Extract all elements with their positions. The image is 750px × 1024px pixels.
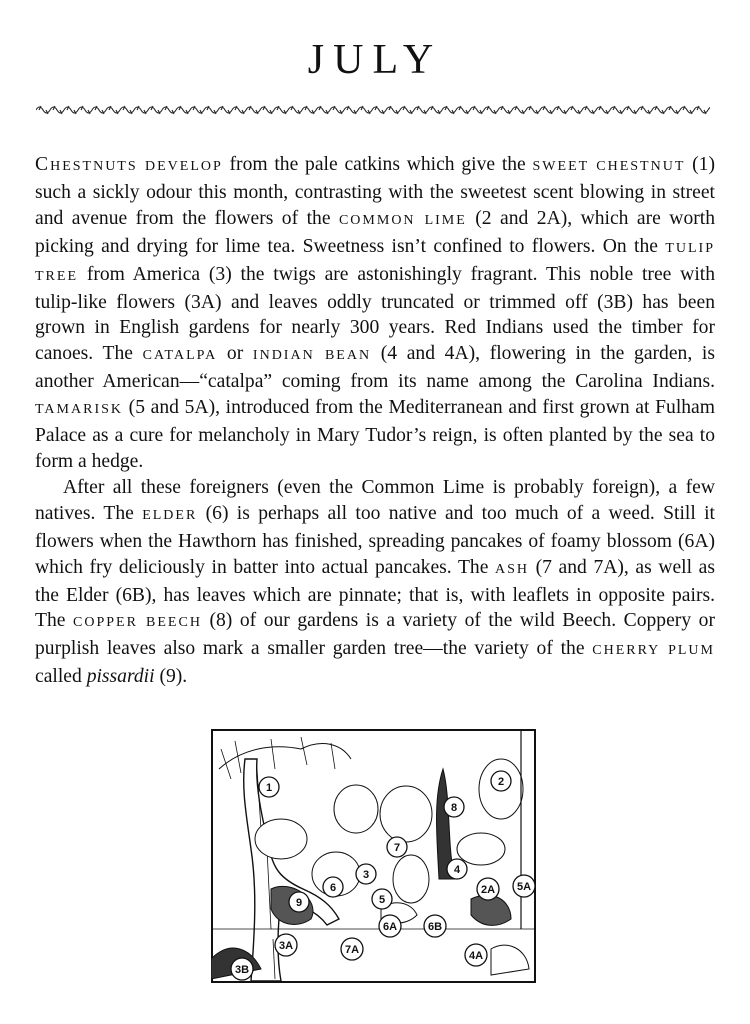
vine-segment — [386, 107, 400, 113]
callout-label: 3 — [362, 869, 370, 881]
vine-segment — [344, 107, 358, 113]
vine-segment — [162, 107, 176, 113]
vine-segment — [330, 107, 344, 113]
plant-name-catalpa: CATALPA — [142, 348, 218, 364]
callout-label: 2A — [480, 884, 496, 896]
vine-segment — [120, 107, 134, 113]
text-run: (2 and 2A), which are worth picking and drying for lime tea. Sweetness isn’t confined to flowers. On the — [35, 207, 716, 257]
vine-segment — [36, 107, 50, 113]
vine-segment — [260, 107, 274, 113]
vine-segment — [64, 107, 78, 113]
vine-segment — [414, 107, 428, 113]
text-run: from America (3) the twigs are astonishingly fragrant. This noble tree with tulip-like flowers (3A) and leaves oddly truncated or trimmed off (3B) has been grown in English gardens for nearly 300 years. Red Indians used the timber for canoes. The — [35, 263, 715, 365]
vine-segment — [708, 107, 710, 113]
vine-segment — [50, 107, 64, 113]
paragraph-2 — [35, 475, 715, 690]
text-run: called — [35, 666, 87, 688]
callout-label: 6B — [427, 921, 443, 933]
lead-initial: C — [35, 154, 51, 175]
vine-segment — [232, 107, 246, 113]
vine-segment — [694, 107, 708, 113]
plant-name-copper-beech: COPPER BEECH — [73, 615, 202, 631]
text-run: (8) of our gardens is a variety of the wild Beech. Coppery or purplish leaves also mark a smaller garden tree—the variety of the — [35, 610, 715, 660]
text-run: (1) such a sickly odour this month, contrasting with the sweetest scent blowing in street and avenue from the flowers of the — [35, 154, 715, 229]
callout-label: 5A — [516, 881, 532, 893]
plant-name-elder: ELDER — [142, 507, 198, 523]
plant-name-tamarisk: TAMARISK — [35, 402, 123, 418]
callout-label: 6 — [329, 882, 337, 894]
callout-label: 7A — [344, 944, 360, 956]
vine-segment — [498, 107, 512, 113]
callout-label: 2 — [497, 776, 505, 788]
text-run: or — [217, 343, 253, 365]
vine-segment — [526, 107, 540, 113]
vine-segment — [400, 107, 414, 113]
plant-name-common-lime: COMMON LIME — [338, 212, 467, 228]
text-run: from the pale catkins which give the — [222, 154, 533, 175]
vine-segment — [680, 107, 694, 113]
vine-segment — [288, 107, 302, 113]
page-title: JULY — [307, 37, 443, 83]
vine-segment — [568, 107, 582, 113]
variety-name-pissardii: pissardii — [86, 666, 155, 688]
callout-label: 9 — [295, 897, 303, 909]
body-text — [35, 152, 715, 690]
text-run: (5 and 5A), introduced from the Mediterranean and first grown at Fulham Palace as a cure for melancholy in Mary Tudor’s reign, is often planted by the sea to form a hedge. — [35, 397, 715, 472]
vine-segment — [666, 107, 680, 113]
text-run: (6) is perhaps all too native and too much of a weed. Still it flowers when the Hawthorn has finished, spreading pancakes of foamy blossom (6A) which fry deliciously in batter into actual pancakes. The — [35, 502, 715, 578]
plant-name-indian-bean: INDIAN BEAN — [252, 348, 372, 364]
vine-segment — [372, 107, 386, 113]
plant-name-tulip-tree: TULIP TREE — [35, 240, 715, 284]
callout-label: 7 — [393, 842, 401, 854]
callout-label: 3A — [278, 940, 294, 952]
vine-segment — [470, 107, 484, 113]
vine-segment — [638, 107, 652, 113]
callout-label: 1 — [265, 782, 273, 794]
vine-segment — [302, 107, 316, 113]
vine-segment — [190, 107, 204, 113]
vine-segment — [456, 107, 470, 113]
callout-label: 6A — [382, 921, 398, 933]
vine-segment — [316, 107, 330, 113]
vine-segment — [358, 107, 372, 113]
illustration-july-trees — [211, 729, 536, 983]
vine-segment — [442, 107, 456, 113]
callout-label: 8 — [450, 802, 458, 814]
paragraph-1 — [35, 152, 715, 475]
text-run: After all these foreigners (even the Common Lime is probably foreign), a few natives. The — [35, 476, 715, 524]
vine-segment — [274, 107, 288, 113]
vine-segment — [428, 107, 442, 113]
vine-segment — [246, 107, 260, 113]
vine-segment — [540, 107, 554, 113]
vine-segment — [624, 107, 638, 113]
callout-label: 4A — [468, 950, 484, 962]
vine-segment — [652, 107, 666, 113]
vine-segment — [148, 107, 162, 113]
vine-segment — [78, 107, 92, 113]
vine-segment — [554, 107, 568, 113]
plant-name-sweet-chestnut: SWEET CHESTNUT — [532, 159, 686, 174]
callout-label: 4 — [453, 864, 461, 876]
vine-segment — [484, 107, 498, 113]
vine-segment — [176, 107, 190, 113]
vine-segment — [596, 107, 610, 113]
callout-label: 3B — [234, 964, 250, 976]
vine-segment — [92, 107, 106, 113]
lead-smallcaps: HESTNUTS DEVELOP — [50, 159, 223, 174]
text-run: (4 and 4A), flowering in the garden, is another American—“catalpa” coming from its name among the Carolina Indians. — [35, 343, 715, 393]
vine-segment — [512, 107, 526, 113]
vine-segment — [204, 107, 218, 113]
plant-name-ash: ASH — [495, 561, 530, 577]
vine-segment — [106, 107, 120, 113]
vine-segment — [610, 107, 624, 113]
decorative-vine-border — [36, 104, 710, 116]
plant-name-cherry-plum: CHERRY PLUM — [592, 643, 715, 659]
vine-segment — [582, 107, 596, 113]
text-run: (7 and 7A), as well as the Elder (6B), has leaves which are pinnate; that is, with leaflets in opposite pairs. The — [35, 556, 715, 632]
callout-label: 5 — [378, 894, 386, 906]
text-run: (9). — [154, 666, 188, 688]
vine-segment — [134, 107, 148, 113]
vine-segment — [218, 107, 232, 113]
